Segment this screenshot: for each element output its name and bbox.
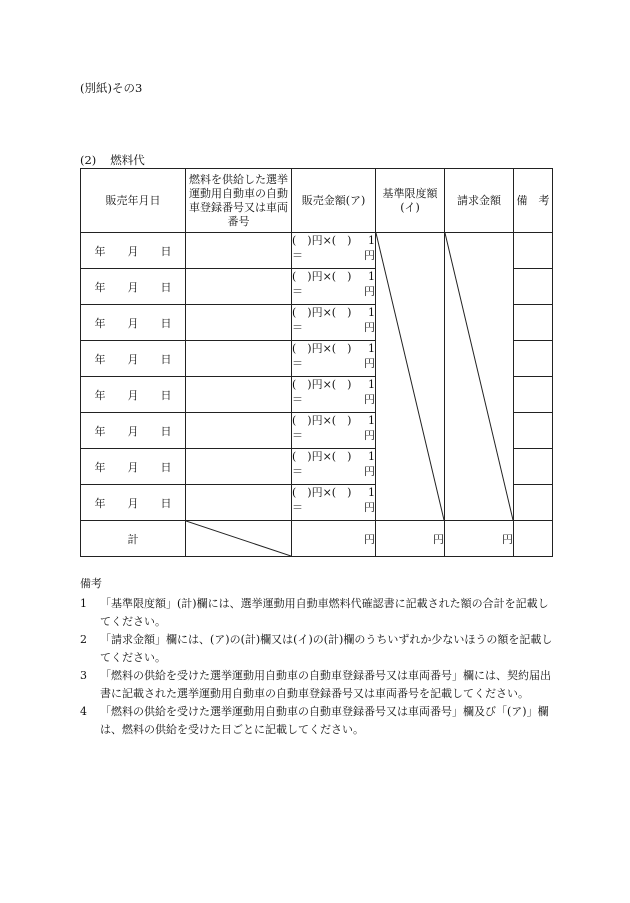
date-cell[interactable]: 年 月 日 (81, 413, 186, 449)
note-item (80, 595, 558, 631)
fuel-cost-table-wrap (80, 168, 552, 558)
remarks-cell[interactable] (514, 341, 553, 377)
header-sale-date: 販売年月日 (81, 169, 186, 233)
sale-amount-cell[interactable]: ( )円×( ) 1 ＝ 円 (292, 341, 376, 377)
vehicle-number-cell[interactable] (186, 305, 292, 341)
note-text: 「燃料の供給を受けた選挙運動用自動車の自動車登録番号又は車両番号」欄には、契約届出書に記載された選挙運動用自動車の自動車登録番号又は車両番号を記載してください。 (100, 669, 551, 700)
header-limit-amount: 基準限度額(イ) (376, 169, 445, 233)
total-vehicle-cell (186, 521, 292, 557)
remarks-cell[interactable] (514, 449, 553, 485)
limit-amount-crossed-cell (376, 233, 445, 521)
header-remarks: 備 考 (514, 169, 553, 233)
vehicle-number-cell[interactable] (186, 377, 292, 413)
header-claim-amount: 請求金額 (445, 169, 514, 233)
sale-amount-cell[interactable]: ( )円×( ) 1 ＝ 円 (292, 485, 376, 521)
notes-title: 備考 (80, 577, 102, 590)
date-cell[interactable]: 年 月 日 (81, 449, 186, 485)
note-number: 4 (80, 705, 87, 718)
total-row (81, 521, 553, 557)
date-cell[interactable]: 年 月 日 (81, 269, 186, 305)
date-cell[interactable]: 年 月 日 (81, 305, 186, 341)
total-limit-amount: 円 (376, 521, 445, 557)
vehicle-number-cell[interactable] (186, 233, 292, 269)
header-sale-amount: 販売金額(ア) (292, 169, 376, 233)
date-cell[interactable]: 年 月 日 (81, 341, 186, 377)
note-item (80, 703, 558, 739)
sale-amount-cell[interactable]: ( )円×( ) 1 ＝ 円 (292, 305, 376, 341)
diagonal-line (376, 233, 444, 520)
total-sale-amount: 円 (292, 521, 376, 557)
vehicle-number-cell[interactable] (186, 413, 292, 449)
date-cell[interactable]: 年 月 日 (81, 233, 186, 269)
sale-amount-cell[interactable]: ( )円×( ) 1 ＝ 円 (292, 449, 376, 485)
vehicle-number-cell[interactable] (186, 269, 292, 305)
diagonal-line (445, 233, 513, 520)
sale-amount-cell[interactable]: ( )円×( ) 1 ＝ 円 (292, 269, 376, 305)
sale-amount-cell[interactable]: ( )円×( ) 1 ＝ 円 (292, 233, 376, 269)
remarks-cell[interactable] (514, 485, 553, 521)
total-remarks (514, 521, 553, 557)
date-cell[interactable]: 年 月 日 (81, 485, 186, 521)
section-title (80, 152, 145, 168)
note-item (80, 667, 558, 703)
remarks-cell[interactable] (514, 269, 553, 305)
header-vehicle-number: 燃料を供給した選挙運動用自動車の自動車登録番号又は車両番号 (186, 169, 292, 233)
table-header-row (81, 169, 553, 233)
sale-amount-cell[interactable]: ( )円×( ) 1 ＝ 円 (292, 413, 376, 449)
vehicle-number-cell[interactable] (186, 341, 292, 377)
total-label: 計 (81, 521, 186, 557)
note-number: 2 (80, 633, 87, 646)
note-text: 「請求金額」欄には、(ア)の(計)欄又は(イ)の(計)欄のうちいずれか少ないほうの額を記載してください。 (100, 633, 553, 664)
notes-section (80, 575, 558, 739)
table-row (81, 233, 553, 269)
note-number: 3 (80, 669, 87, 682)
note-number: 1 (80, 597, 87, 610)
remarks-cell[interactable] (514, 413, 553, 449)
section-number: (2) (80, 153, 97, 167)
vehicle-number-cell[interactable] (186, 485, 292, 521)
note-text: 「燃料の供給を受けた選挙運動用自動車の自動車登録番号又は車両番号」欄及び「(ア)」欄は、燃料の供給を受けた日ごとに記載してください。 (100, 705, 549, 736)
fuel-cost-table (80, 168, 553, 557)
section-name: 燃料代 (110, 153, 145, 167)
date-cell[interactable]: 年 月 日 (81, 377, 186, 413)
appendix-label: (別紙)その3 (80, 81, 143, 95)
claim-amount-crossed-cell (445, 233, 514, 521)
vehicle-number-cell[interactable] (186, 449, 292, 485)
note-item (80, 631, 558, 667)
remarks-cell[interactable] (514, 377, 553, 413)
remarks-cell[interactable] (514, 305, 553, 341)
total-claim-amount: 円 (445, 521, 514, 557)
sale-amount-cell[interactable]: ( )円×( ) 1 ＝ 円 (292, 377, 376, 413)
note-text: 「基準限度額」(計)欄には、選挙運動用自動車燃料代確認書に記載された額の合計を記載してください。 (100, 597, 549, 628)
diagonal-line (186, 521, 291, 556)
remarks-cell[interactable] (514, 233, 553, 269)
